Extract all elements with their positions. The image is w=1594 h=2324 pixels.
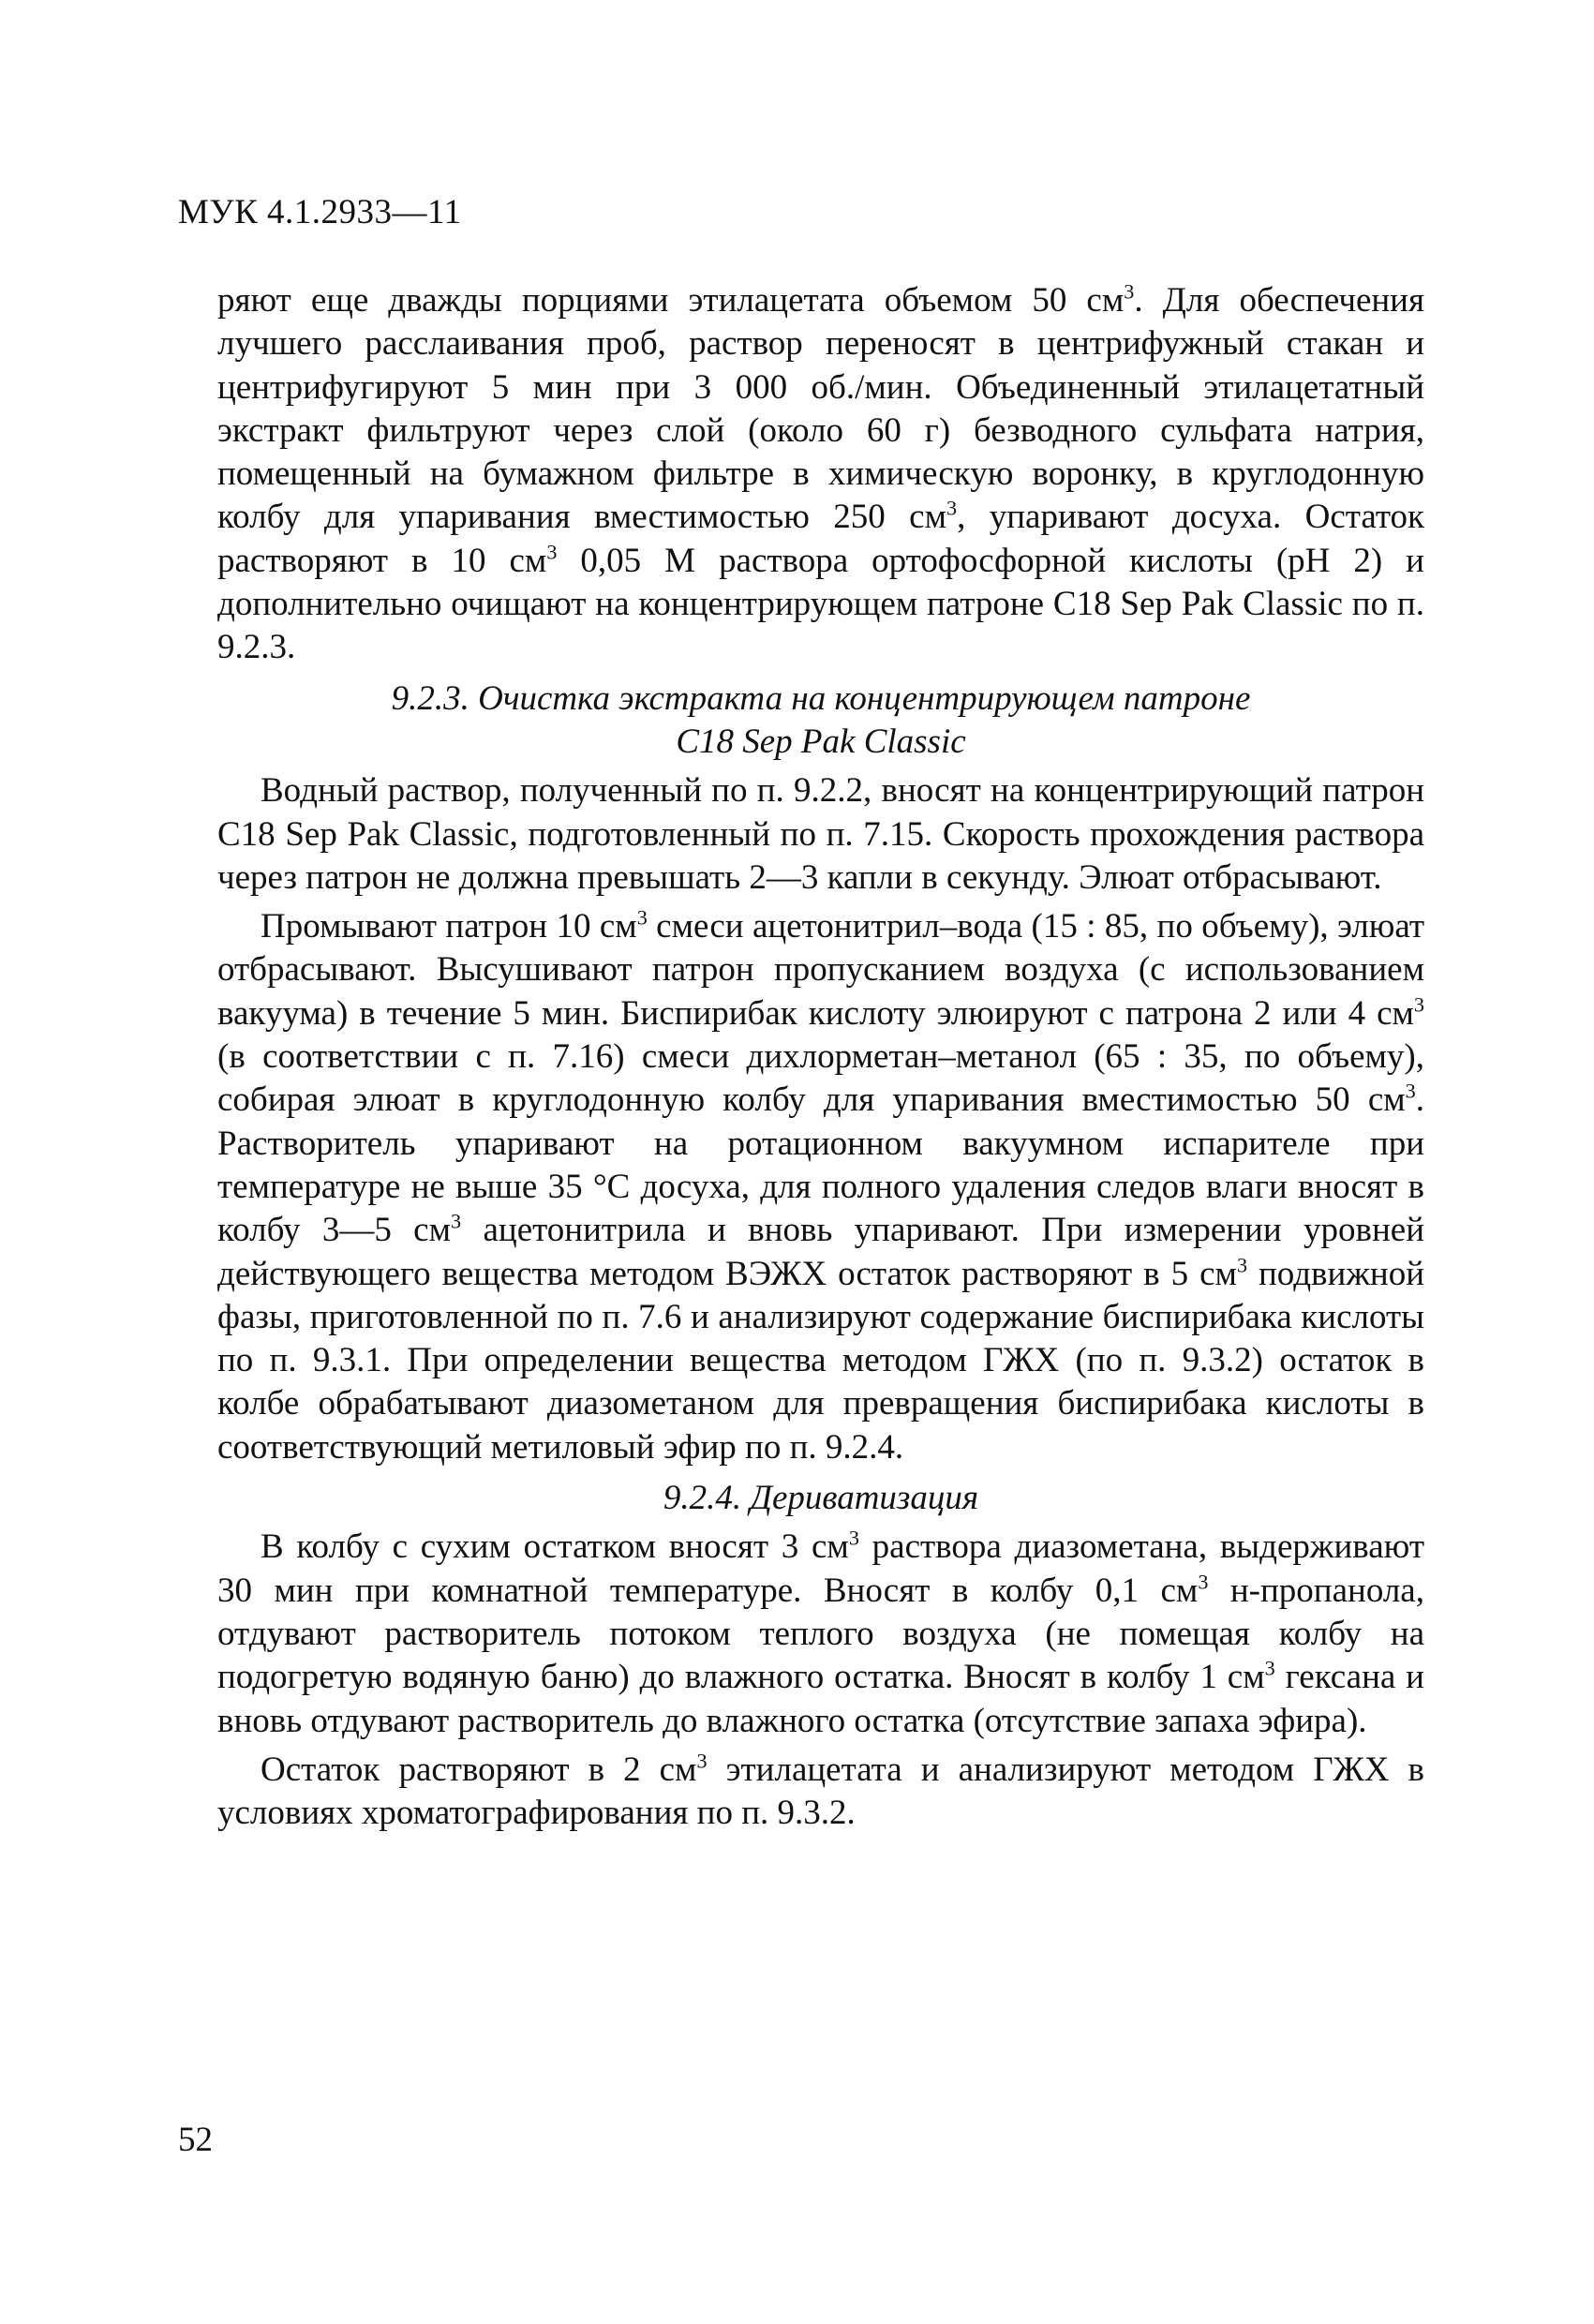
section-heading-9-2-4: 9.2.4. Дериватизация bbox=[663, 1479, 979, 1518]
superscript-3: 3 bbox=[696, 1749, 708, 1773]
text-segment: этилацетата и анализируют методом ГЖХ в условиях хроматографирования по п. 9.3.2. bbox=[217, 1750, 1424, 1833]
text-segment: раствора диазометана, выдерживают 30 мин при комнатной температуре. Вносят в колбу 0,1 см bbox=[217, 1527, 1424, 1610]
text-segment: . Для обеспечения лучшего расслаивания проб, раствор переносят в центрифужный стакан и центрифугируют 5 мин при 3 000 об./мин. Объединенный этилацетатный экстракт фильтруют через слой (около 60 г) безводного сульфата натрия, помещенный на бумажном фильтре в химическую воронку, в круглодонную колбу для упаривания вместимостью 250 см bbox=[217, 281, 1424, 537]
text-segment: ацетонитрила и вновь упаривают. При измерении уровней действующего вещества методом ВЭЖХ остаток растворяют в 5 см bbox=[217, 1211, 1424, 1293]
paragraph-cartridge-washing bbox=[217, 905, 1424, 1469]
text-segment: н-пропанола, отдувают растворитель потоком теплого воздуха (не помещая колбу на подогретую водяную баню) до влажного остатка. Вносят в колбу 1 см bbox=[217, 1571, 1424, 1697]
text-segment: смеси ацетонитрил–вода (15 : 85, по объему), элюат отбрасывают. Высушивают патрон пропусканием воздуха (с использованием вакуума) в течение 5 мин. Биспирибак кислоту элюируют с патрона 2 или 4 см bbox=[217, 907, 1424, 1033]
text-segment: Остаток растворяют в 2 см bbox=[261, 1750, 697, 1789]
superscript-3: 3 bbox=[1198, 1570, 1209, 1594]
paragraph-extraction bbox=[217, 279, 1424, 670]
text-segment: 0,05 М раствора ортофосфорной кислоты (рН 2) и дополнительно очищают на концентрирующем патроне С18 Sep Pak Classic по п. 9.2.3. bbox=[217, 541, 1424, 667]
text-segment: гексана и вновь отдувают растворитель до влажного остатка (отсутствие запаха эфира). bbox=[217, 1658, 1424, 1740]
superscript-3: 3 bbox=[1413, 992, 1424, 1017]
superscript-3: 3 bbox=[546, 540, 558, 564]
section-heading-line: 9.2.3. Очистка экстракта на концентрирующем патроне bbox=[391, 678, 1251, 718]
section-heading-line: С18 Sep Pak Classic bbox=[676, 722, 966, 761]
superscript-3: 3 bbox=[946, 497, 958, 521]
text-segment: (в соответствии с п. 7.16) смеси дихлорметан–метанол (65 : 35, по объему), собирая элюат в круглодонную колбу для упаривания вместимостью 50 см bbox=[217, 1037, 1424, 1120]
text-segment: ряют еще дважды порциями этилацетата объемом 50 см bbox=[217, 281, 1125, 320]
paragraph-derivatization bbox=[217, 1526, 1424, 1742]
document-body bbox=[217, 279, 1424, 1835]
superscript-3: 3 bbox=[451, 1209, 462, 1233]
paragraph-cartridge-loading: Водный раствор, полученный по п. 9.2.2, вносят на концентрирующий патрон С18 Sep Pak Classic, подготовленный по п. 7.15. Скорость прохождения раствора через патрон не должна превышать 2—3 капли в секунду. Элюат отбрасывают. bbox=[217, 771, 1424, 897]
text-segment: . Растворитель упаривают на ротационном вакуумном испарителе при температуре не выше 35 °С досуха, для полного удаления следов влаги вносят в колбу 3—5 см bbox=[217, 1080, 1424, 1250]
superscript-3: 3 bbox=[636, 905, 648, 930]
paragraph-final-analysis bbox=[217, 1749, 1424, 1836]
text-segment: подвижной фазы, приготовленной по п. 7.6 и анализируют содержание биспирибака кислоты по п. 9.3.1. При определении вещества методом ГЖХ (по п. 9.3.2) остаток в колбе обрабатывают диазометаном для превращения биспирибака кислоты в соответствующий метиловый эфир по п. 9.2.4. bbox=[217, 1254, 1424, 1467]
superscript-3: 3 bbox=[848, 1526, 859, 1550]
superscript-3: 3 bbox=[1405, 1080, 1416, 1104]
document-header-code: МУК 4.1.2933—11 bbox=[178, 193, 462, 231]
superscript-3: 3 bbox=[1264, 1656, 1275, 1680]
page-number: 52 bbox=[178, 2121, 213, 2159]
superscript-3: 3 bbox=[1236, 1253, 1248, 1277]
text-segment: Промывают патрон 10 см bbox=[261, 907, 637, 946]
section-heading-9-2-3 bbox=[217, 678, 1424, 765]
superscript-3: 3 bbox=[1124, 279, 1135, 304]
text-segment: , упаривают досуха. Остаток растворяют в 10 см bbox=[217, 498, 1424, 580]
text-segment: В колбу с сухим остатком вносят 3 см bbox=[261, 1527, 849, 1567]
